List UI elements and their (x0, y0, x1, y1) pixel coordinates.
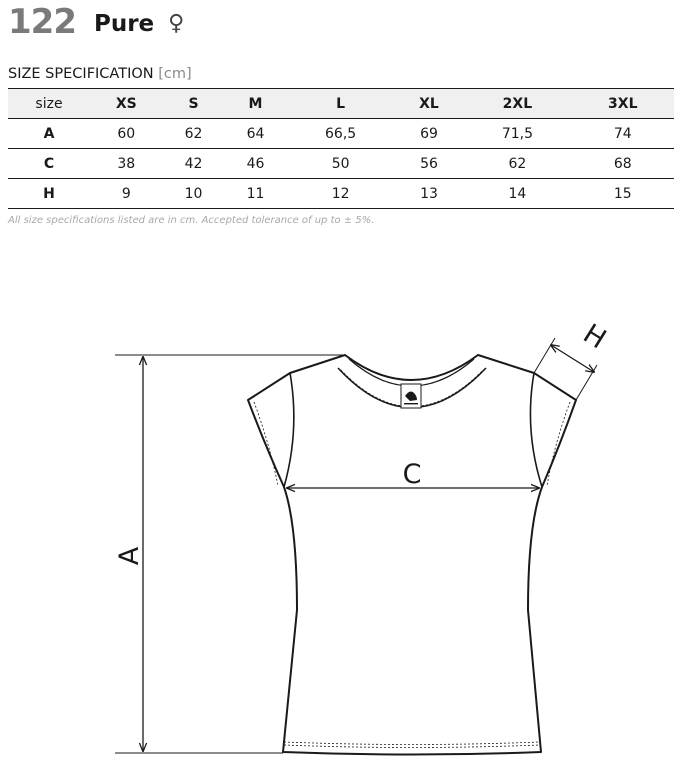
table-cell: 38 (90, 149, 163, 179)
table-cell: 50 (286, 149, 394, 179)
table-cell: 66,5 (286, 119, 394, 149)
tolerance-note: All size specifications listed are in cm. Accepted tolerance of up to ± 5%. (8, 215, 375, 226)
table-cell: 12 (286, 179, 394, 209)
row-label: A (8, 119, 90, 149)
row-label: C (8, 149, 90, 179)
row-label: H (8, 179, 90, 209)
table-cell: 68 (572, 149, 674, 179)
table-cell: 14 (463, 179, 571, 209)
column-header: 2XL (463, 89, 571, 119)
column-header: XL (395, 89, 464, 119)
column-header: L (286, 89, 394, 119)
spec-title-text: SIZE SPECIFICATION (8, 66, 154, 82)
column-header: size (8, 89, 90, 119)
table-cell: 15 (572, 179, 674, 209)
table-cell: 56 (395, 149, 464, 179)
product-name: Pure (93, 11, 155, 37)
neck-label (401, 384, 421, 408)
table-cell: 64 (225, 119, 287, 149)
table-cell: 42 (163, 149, 225, 179)
column-header: M (225, 89, 287, 119)
table-cell: 46 (225, 149, 287, 179)
spec-unit: [cm] (158, 66, 192, 82)
table-cell: 62 (463, 149, 571, 179)
tshirt-outline (248, 355, 576, 755)
table-cell: 11 (225, 179, 287, 209)
product-code: 122 (8, 2, 76, 42)
measure-h-label: H (577, 318, 612, 356)
column-header: 3XL (572, 89, 674, 119)
table-cell: 74 (572, 119, 674, 149)
measure-h-guide-1 (534, 338, 555, 373)
measure-a-label: A (114, 546, 145, 566)
table-cell: 9 (90, 179, 163, 209)
table-cell: 13 (395, 179, 464, 209)
table-cell: 69 (395, 119, 464, 149)
table-cell: 62 (163, 119, 225, 149)
measure-h-guide-2 (576, 365, 597, 400)
table-cell: 10 (163, 179, 225, 209)
female-symbol-icon: ♀ (168, 10, 185, 36)
table-cell: 71,5 (463, 119, 571, 149)
column-header: XS (90, 89, 163, 119)
column-header: S (163, 89, 225, 119)
measure-c-label: C (402, 459, 422, 490)
table-cell: 60 (90, 119, 163, 149)
